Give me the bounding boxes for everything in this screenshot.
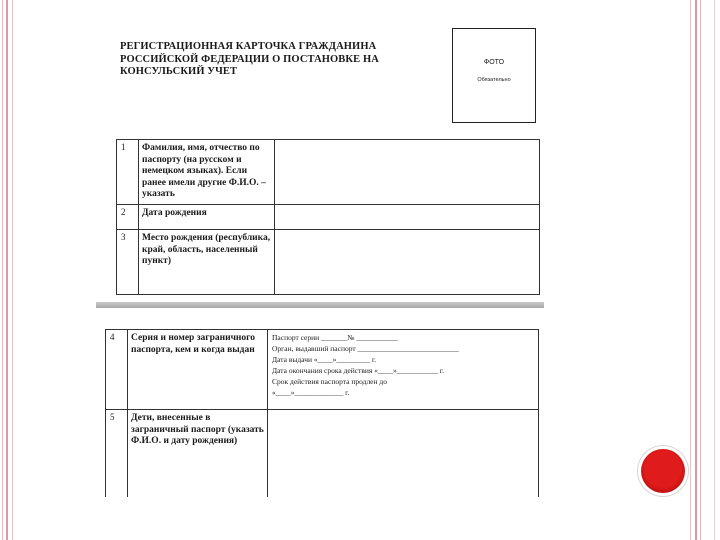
row-label: Дети, внесенные в заграничный паспорт (указать Ф.И.О. и дату рождения)	[128, 410, 268, 510]
section-divider	[96, 302, 544, 308]
passport-details-cell[interactable]	[268, 330, 539, 410]
photo-note: Обязательно	[477, 77, 511, 83]
left-border-line	[12, 0, 13, 540]
row-value-cell[interactable]	[275, 205, 540, 230]
table-row	[117, 205, 540, 230]
red-circle-icon	[641, 449, 685, 493]
title-line: КОНСУЛЬСКИЙ УЧЕТ	[120, 66, 238, 77]
table-row	[106, 330, 539, 410]
form-table-top	[116, 139, 540, 295]
row-number: 4	[106, 330, 128, 410]
form-table-bottom	[105, 329, 539, 510]
row-label: Фамилия, имя, отчество по паспорту (на русском и немецком языках). Если ранее имели другие Ф.И.О. – указать	[139, 140, 275, 205]
document-title	[120, 41, 410, 79]
table-row	[117, 140, 540, 205]
extension-date-line: «____»_____________ г.	[272, 388, 350, 397]
right-border-line	[690, 0, 691, 540]
row-label: Место рождения (республика, край, область, населенный пункт)	[139, 230, 275, 295]
row-value-cell[interactable]	[268, 410, 539, 510]
issue-date-line: Дата выдачи «____»_________ г.	[272, 355, 377, 364]
extension-line: Срок действия паспорта продлен до	[272, 377, 387, 386]
right-border-line	[700, 0, 701, 540]
title-line: РОССИЙСКОЙ ФЕДЕРАЦИИ О ПОСТАНОВКЕ НА	[120, 53, 379, 65]
expiry-date-line: Дата окончания срока действия «____»___________ г.	[272, 366, 444, 375]
photo-box	[452, 28, 536, 123]
row-number: 2	[117, 205, 139, 230]
title-line: РЕГИСТРАЦИОННАЯ КАРТОЧКА ГРАЖДАНИНА	[120, 41, 377, 52]
left-border-line	[2, 0, 3, 540]
row-value-cell[interactable]	[275, 140, 540, 205]
issuing-authority-line: Орган, выдавший паспорт ___________________________	[272, 344, 459, 353]
right-border-line	[714, 0, 715, 540]
passport-series-line: Паспорт серии _______№ ___________	[272, 333, 398, 342]
row-label: Серия и номер заграничного паспорта, кем и когда выдан	[128, 330, 268, 410]
page-cutoff	[105, 497, 539, 540]
row-value-cell[interactable]	[275, 230, 540, 295]
photo-label: ФОТО	[483, 59, 505, 66]
table-row	[117, 230, 540, 295]
row-number: 5	[106, 410, 128, 510]
right-border-line	[695, 0, 697, 540]
row-label: Дата рождения	[139, 205, 275, 230]
left-border-line	[6, 0, 8, 540]
row-number: 1	[117, 140, 139, 205]
row-number: 3	[117, 230, 139, 295]
table-row	[106, 410, 539, 510]
